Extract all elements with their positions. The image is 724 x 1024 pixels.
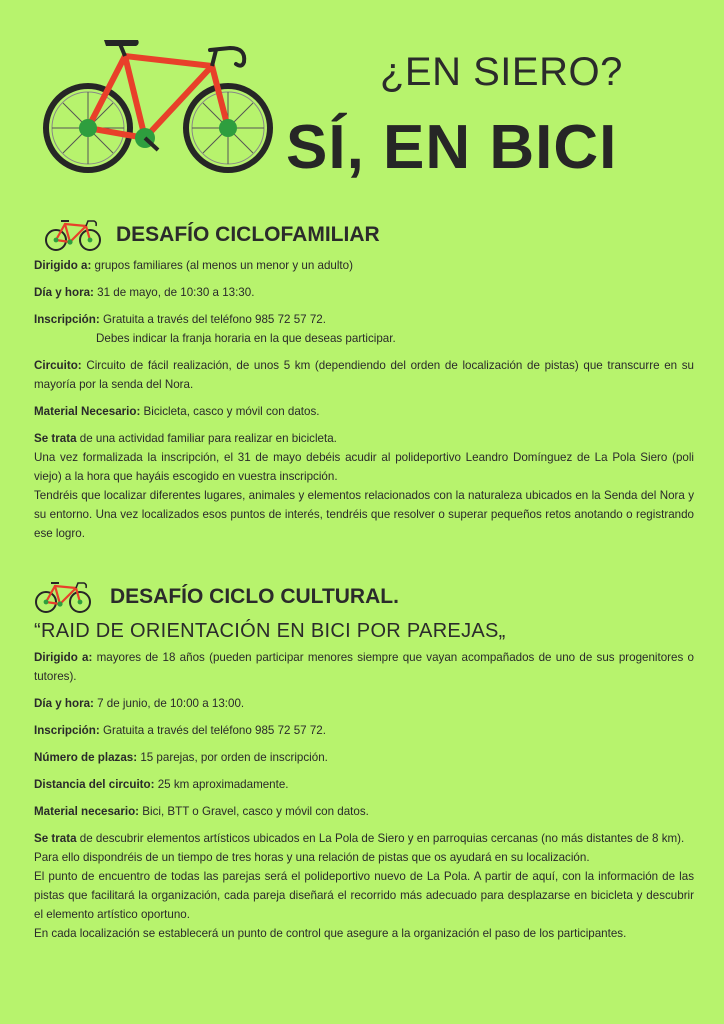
s2-setrata-text: de descubrir elementos artísticos ubicados en La Pola de Siero y en parroquias cercanas (no más distantes de 8 km). (76, 832, 685, 845)
s1-material (34, 402, 694, 421)
s2-dirigido-text: mayores de 18 años (pueden participar menores siempre que vayan acompañados de uno de sus progenitores o tutores). (34, 651, 694, 683)
s1-material-label: Material Necesario: (34, 405, 141, 418)
section1-body (34, 256, 694, 543)
s1-inscripcion-label: Inscripción: (34, 313, 100, 326)
title-answer: SÍ, EN BICI (286, 113, 618, 182)
small-bicycle-icon (34, 580, 92, 614)
s1-inscripcion-note: Debes indicar la franja horaria en la que deseas participar. (96, 332, 396, 345)
s1-inscripcion-text: Gratuita a través del teléfono 985 72 57 72. (99, 313, 326, 326)
s2-inscripcion (34, 721, 694, 740)
s1-dirigido-text: grupos familiares (al menos un menor y un adulto) (91, 259, 353, 272)
s2-dirigido-label: Dirigido a: (34, 651, 93, 664)
s2-para3: El punto de encuentro de todas las parejas será el polideportivo nuevo de La Pola. A partir de aquí, con la información de las pistas que facilitará la organización, cada pareja diseñará el recorrido más adecuado para desplazarse en bicicleta y descubrir el elemento artístico oportuno. (34, 870, 694, 921)
s1-dirigido (34, 256, 694, 275)
s1-dia-text: 31 de mayo, de 10:30 a 13:30. (93, 286, 255, 299)
s2-material-label: Material necesario: (34, 805, 140, 818)
section2-title: DESAFÍO CICLO CULTURAL. (110, 585, 399, 608)
s2-distancia-label: Distancia del circuito: (34, 778, 155, 791)
s2-dia (34, 694, 694, 713)
section2-subtitle: “RAID DE ORIENTACIÓN EN BICI POR PAREJAS„ (34, 620, 506, 642)
s2-distancia (34, 775, 694, 794)
small-bicycle-icon (44, 218, 102, 252)
s2-dirigido (34, 648, 694, 686)
s2-dia-text: 7 de junio, de 10:00 a 13:00. (93, 697, 245, 710)
s1-setrata (34, 429, 694, 448)
s2-material-text: Bici, BTT o Gravel, casco y móvil con datos. (139, 805, 369, 818)
s1-circuito (34, 356, 694, 394)
section2-body (34, 648, 694, 943)
s2-distancia-text: 25 km aproximadamente. (154, 778, 289, 791)
s2-setrata (34, 829, 694, 848)
s1-dia (34, 283, 694, 302)
section1-title: DESAFÍO CICLOFAMILIAR (116, 223, 380, 246)
s2-inscripcion-text: Gratuita a través del teléfono 985 72 57 72. (99, 724, 326, 737)
s1-dia-label: Día y hora: (34, 286, 94, 299)
s2-material (34, 802, 694, 821)
s2-plazas (34, 748, 694, 767)
s2-para2: Para ello dispondréis de un tiempo de tres horas y una relación de pistas que os ayudará en su localización. (34, 851, 590, 864)
s1-material-text: Bicicleta, casco y móvil con datos. (140, 405, 320, 418)
s2-setrata-label: Se trata (34, 832, 77, 845)
section2-header (34, 580, 399, 614)
s1-para3: Tendréis que localizar diferentes lugares, animales y elementos relacionados con la naturaleza ubicados en la Senda del Nora y su entorno. Una vez localizados esos puntos de interés, tendréis que resolver o superar pequeños retos anotando o registrando ese logro. (34, 489, 694, 540)
s1-para2: Una vez formalizada la inscripción, el 31 de mayo debéis acudir al polideportivo Leandro Domínguez de La Pola Siero (poli viejo) a la hora que hayáis escogido en vuestra inscripción. (34, 451, 694, 483)
s2-dia-label: Día y hora: (34, 697, 94, 710)
s1-inscripcion (34, 310, 694, 329)
s1-dirigido-label: Dirigido a: (34, 259, 92, 272)
s1-circuito-label: Circuito: (34, 359, 82, 372)
s2-inscripcion-label: Inscripción: (34, 724, 100, 737)
bicycle-illustration (40, 34, 276, 174)
title-question: ¿EN SIERO? (380, 50, 623, 94)
s1-circuito-text: Circuito de fácil realización, de unos 5 km (dependiendo del orden de localización de pistas) que transcurre en su mayoría por la senda del Nora. (34, 359, 694, 391)
s2-plazas-text: 15 parejas, por orden de inscripción. (137, 751, 328, 764)
s2-para4: En cada localización se establecerá un punto de control que asegure a la organización el paso de los participantes. (34, 927, 627, 940)
s1-setrata-text: de una actividad familiar para realizar en bicicleta. (76, 432, 337, 445)
section1-header (44, 218, 380, 252)
s1-setrata-label: Se trata (34, 432, 77, 445)
s2-plazas-label: Número de plazas: (34, 751, 138, 764)
